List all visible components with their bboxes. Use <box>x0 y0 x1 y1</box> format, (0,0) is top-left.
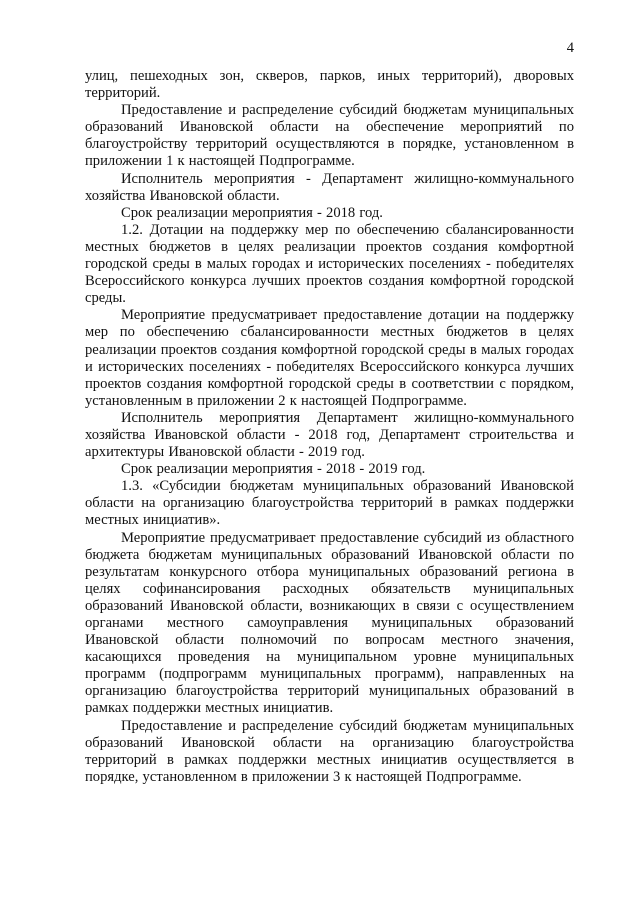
paragraph-section-1-2: 1.2. Дотации на поддержку мер по обеспечению сбалансированности местных бюджетов в целях реализации проектов создания комфортной городской среды в малых городах и исторических поселениях - победителях Всероссийского конкурса лучших проектов создания комфортной городской среды. <box>85 221 574 307</box>
paragraph-measure-subsidy: Мероприятие предусматривает предоставление субсидий из областного бюджета бюджетам муниципальных образований Ивановской области по результатам конкурсного отбора муниципальных образований региона в целях софинансирования расходных обязательств муниципальных образований Ивановской области, возникающих в связи с осуществлением органами местного самоуправления муниципальных образований Ивановской области полномочий по вопросам местного значения, касающихся проведения на муниципальном уровне муниципальных программ (подпрограмм муниципальных программ), направленных на организацию благоустройства территорий муниципальных образований в рамках поддержки местных инициатив. <box>85 529 574 717</box>
paragraph-subsidy-distribution-2: Предоставление и распределение субсидий бюджетам муниципальных образований Ивановской области на организацию благоустройства территорий в рамках поддержки местных инициатив осуществляется в порядке, установленном в приложении 3 к настоящей Подпрограмме. <box>85 717 574 785</box>
paragraph-subsidy-distribution: Предоставление и распределение субсидий бюджетам муниципальных образований Ивановской области на обеспечение мероприятий по благоустройству территорий осуществляются в порядке, установленном в приложении 1 к настоящей Подпрограмме. <box>85 102 574 170</box>
paragraph-executor-2: Исполнитель мероприятия Департамент жилищно-коммунального хозяйства Ивановской области - 2018 год, Департамент строительства и архитектуры Ивановской области - 2019 год. <box>85 409 574 461</box>
body-text <box>85 68 574 786</box>
paragraph-measure-grant: Мероприятие предусматривает предоставление дотации на поддержку мер по обеспечению сбалансированности местных бюджетов в целях реализации проектов создания комфортной городской среды в малых городах и исторических поселениях - победителях Всероссийского конкурса лучших проектов создания комфортной городской среды в соответствии с порядком, установленным в приложении 2 к настоящей Подпрограмме. <box>85 307 574 409</box>
page-number: 4 <box>566 40 574 56</box>
paragraph-term-2: Срок реализации мероприятия - 2018 - 2019 год. <box>121 461 426 478</box>
paragraph-continuation: улиц, пешеходных зон, скверов, парков, иных территорий), дворовых территорий. <box>85 68 574 102</box>
paragraph-term: Срок реализации мероприятия - 2018 год. <box>121 204 383 221</box>
paragraph-executor: Исполнитель мероприятия - Департамент жилищно-коммунального хозяйства Ивановской области. <box>85 170 574 204</box>
paragraph-section-1-3: 1.3. «Субсидии бюджетам муниципальных образований Ивановской области на организацию благоустройства территорий в рамках поддержки местных инициатив». <box>85 478 574 529</box>
